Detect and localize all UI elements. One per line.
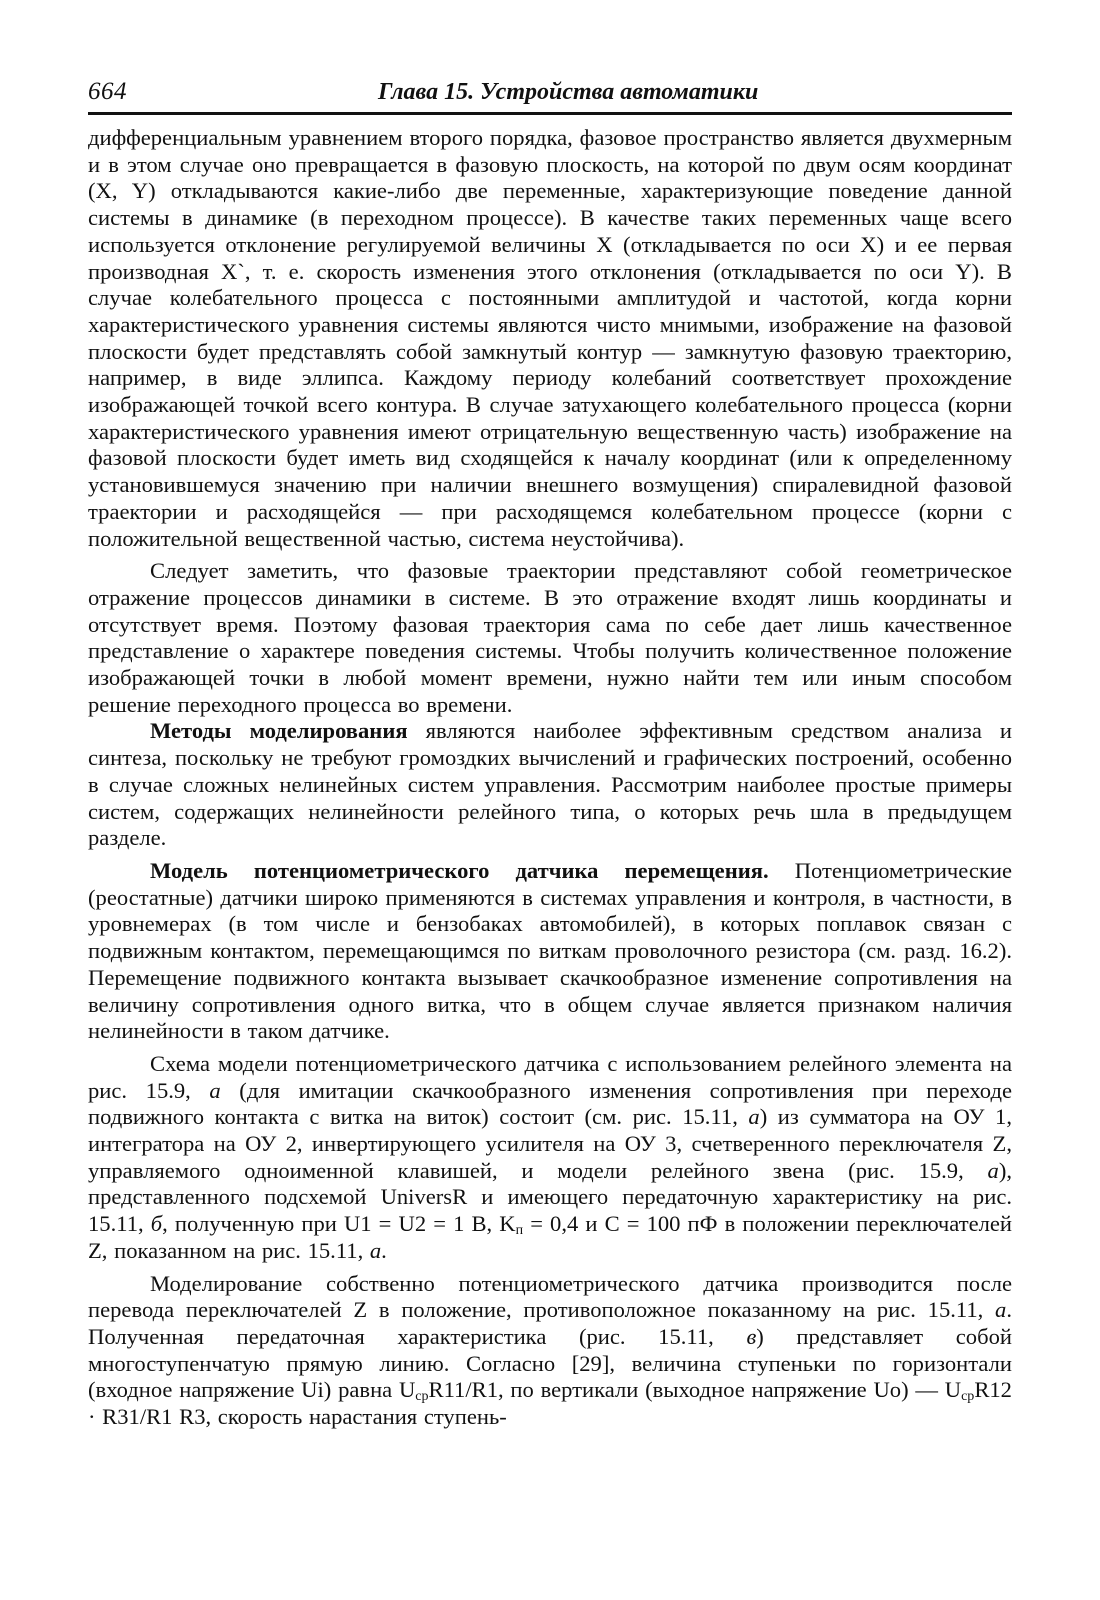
subscript: ср bbox=[961, 1389, 975, 1405]
page-header bbox=[88, 62, 1012, 115]
subscript: п bbox=[515, 1223, 524, 1239]
subscript: ср bbox=[415, 1389, 429, 1405]
potentiometer-model-text: Потенциометрические (реостатные) датчики широко применяются в системах управления и контроля, в частности, в уровнемерах (в том числе и бензобаках автомобилей), в которых поплавок связан с подвижным контактом, перемещающимся по виткам проволочного резистора (см. разд. 16.2). Перемещение подвижного контакта вызывает скачкообразное изменение сопротивления на величину сопротивления одного витка, что в общем случае является признаком наличия нелинейности в таком датчике. bbox=[88, 857, 1013, 1044]
text-run: ) представляет собой многоступенчатую прямую линию. Согласно [29], величина ступеньки по горизонтали (входное напряжение Ui) равна U bbox=[88, 1323, 1012, 1403]
text-run: R12 · R31/R1 R3, скорость нарастания ступень- bbox=[88, 1377, 1012, 1430]
text-run: Схема модели потенциометрического датчика с использованием релейного элемента на рис. 15.9, bbox=[88, 1050, 1012, 1103]
modeling-methods-text: являются наиболее эффективным средством анализа и синтеза, поскольку не требуют громоздких вычислений и графических построений, особенно в случае сложных нелинейных систем управления. Рассмотрим наиболее простые примеры систем, содержащих нелинейности релейного типа, о которых речь шла в предыдущем разделе. bbox=[88, 718, 1013, 851]
text-run: (для имитации скачкообразного изменения сопротивления при переходе подвижного контакта с витка на виток) состоит (см. рис. 15.11, bbox=[88, 1077, 1012, 1130]
paragraph-model-scheme bbox=[88, 1051, 1012, 1265]
running-head: Глава 15. Устройства автоматики bbox=[378, 79, 759, 105]
paragraph-sensor-simulation bbox=[88, 1271, 1012, 1431]
paragraph-phase-plane: дифференциальным уравнением второго порядка, фазовое пространство является двухмерным и в этом случае оно превращается в фазовую плоскость, на которой по двум осям координат (X, Y) откладываются какие-либо две переменные, характеризующие поведение данной системы в динамике (в переходном процессе). В качестве таких переменных чаще всего используется отклонение регулируемой величины X (откладывается по оси X) и ее первая производная X`, т. е. скорость изменения этого отклонения (откладывается по оси Y). В случае колебательного процесса с постоянными амплитудой и частотой, когда корни характеристического уравнения системы являются чисто мнимыми, изображение на фазовой плоскости будет представлять собой замкнутый контур — замкнутую фазовую траекторию, например, в виде эллипса. Каждому периоду колебаний соответствует прохождение изображающей точкой всего контура. В случае затухающего колебательного процесса (корни характеристического уравнения имеют отрицательную вещественную часть) изображение на фазовой плоскости будет иметь вид сходящейся к началу координат (или к определенному установившемуся значению при наличии внешнего возмущения) спиралевидной фазовой траектории и расходящейся — при расходящемся колебательном процессе (корни с положительной вещественной частью, система неустойчива). bbox=[88, 125, 1012, 551]
paragraph-phase-trajectory-note: Следует заметить, что фазовые траектории представляют собой геометрическое отражение процессов динамики в системе. В это отражение входят лишь координаты и отсутствует время. Поэтому фазовая траектория сама по себе дает лишь качественное представление о характере поведения системы. Чтобы получить количественное положение изображающей точки в любой момент времени, нужно найти тем или иным способом решение переходного процесса во времени. bbox=[88, 558, 1012, 717]
text-run: ) из сумматора на ОУ 1, интегратора на ОУ 2, инвертирующего усилителя на ОУ 3, счетверенного переключателя Z, управляемого одноименной клавишей, и модели релейного звена (рис. 15.9, bbox=[88, 1104, 1012, 1183]
modeling-methods-lead: Методы моделирования bbox=[150, 718, 408, 744]
text-run: ), представленного подсхемой UniversR и имеющего передаточную характеристику на рис. 15.11, bbox=[88, 1157, 1012, 1237]
paragraph-modeling-methods bbox=[88, 718, 1012, 852]
text-run: . Полученная передаточная характеристика (рис. 15.11, bbox=[88, 1297, 1012, 1349]
figure-ref-letter: а bbox=[995, 1297, 1007, 1323]
page-body bbox=[88, 125, 1012, 1431]
text-run: , полученную при U1 = U2 = 1 В, K bbox=[162, 1211, 516, 1237]
figure-ref-letter: а bbox=[369, 1237, 382, 1263]
figure-ref-letter: а bbox=[748, 1104, 760, 1130]
figure-ref-letter: в bbox=[746, 1323, 757, 1349]
potentiometer-model-lead: Модель потенциометрического датчика перемещения. bbox=[150, 857, 769, 883]
figure-ref-letter: а bbox=[987, 1157, 999, 1183]
figure-ref-letter: б bbox=[150, 1211, 163, 1237]
text-run: . bbox=[381, 1237, 387, 1263]
figure-ref-letter: а bbox=[209, 1077, 221, 1103]
text-run: R11/R1, по вертикали (выходное напряжение Uo) — U bbox=[428, 1377, 962, 1403]
text-run: Моделирование собственно потенциометрического датчика производится после перевода переключателей Z в положение, противоположное показанному на рис. 15.11, bbox=[88, 1270, 1012, 1323]
text-run: = 0,4 и C = 100 пФ в положении переключателей Z, показанном на рис. 15.11, bbox=[88, 1211, 1012, 1263]
page-number: 664 bbox=[88, 78, 127, 105]
paragraph-potentiometer-model bbox=[88, 858, 1012, 1045]
